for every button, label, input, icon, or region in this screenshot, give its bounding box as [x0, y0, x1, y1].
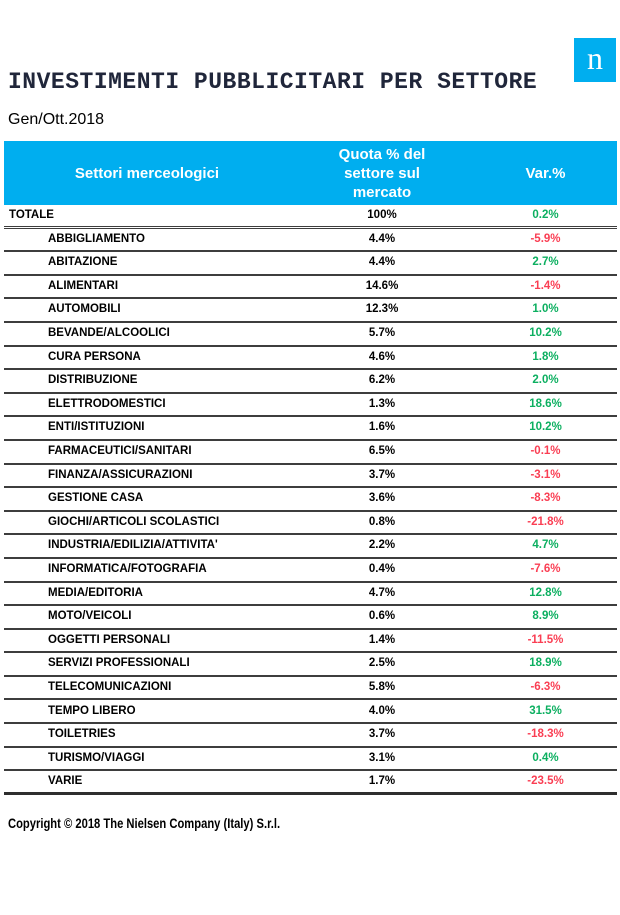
- var-value: 10.2%: [529, 421, 562, 434]
- quota-value: 0.8%: [368, 515, 396, 528]
- table-row: [4, 512, 617, 536]
- var-value: 12.8%: [529, 586, 562, 599]
- sector-label: MOTO/VEICOLI: [48, 610, 132, 623]
- sector-label: CURA PERSONA: [48, 350, 141, 363]
- quota-value: 4.7%: [368, 586, 396, 599]
- copyright-text: Copyright © 2018 The Nielsen Company (Italy) S.r.l.: [8, 815, 281, 831]
- quota-value: 3.7%: [368, 468, 396, 481]
- table-row: [4, 417, 617, 441]
- quota-value: 2.5%: [368, 657, 396, 670]
- table-row: [4, 606, 617, 630]
- var-value: -18.3%: [527, 728, 564, 741]
- quota-value: 100%: [367, 208, 397, 221]
- table-row: [4, 370, 617, 394]
- quota-value: 4.0%: [368, 704, 396, 717]
- table-row: [4, 299, 617, 323]
- sector-label: SERVIZI PROFESSIONALI: [48, 657, 190, 670]
- nielsen-logo-letter: n: [587, 40, 603, 76]
- sector-label: TELECOMUNICAZIONI: [48, 680, 172, 693]
- table-row: [4, 630, 617, 654]
- quota-value: 3.1%: [368, 751, 396, 764]
- var-value: -21.8%: [527, 515, 564, 528]
- table-row: [4, 347, 617, 371]
- var-value: -6.3%: [530, 680, 561, 693]
- sector-label: MEDIA/EDITORIA: [48, 586, 143, 599]
- sector-label: AUTOMOBILI: [48, 303, 121, 316]
- quota-value: 0.6%: [368, 610, 396, 623]
- var-value: 1.8%: [532, 350, 559, 363]
- var-value: 31.5%: [529, 704, 562, 717]
- quota-value: 3.6%: [368, 492, 396, 505]
- sector-label: OGGETTI PERSONALI: [48, 633, 171, 646]
- var-value: -5.9%: [530, 232, 561, 245]
- var-value: 18.6%: [529, 397, 562, 410]
- table-row: [4, 229, 617, 253]
- table-body: [4, 205, 617, 795]
- table-row: [4, 724, 617, 748]
- var-value: 0.4%: [532, 751, 559, 764]
- sector-label: ALIMENTARI: [48, 279, 119, 292]
- sector-label: TEMPO LIBERO: [48, 704, 136, 717]
- var-value: -8.3%: [530, 492, 561, 505]
- header-settori: Settori merceologici: [74, 164, 220, 182]
- quota-value: 1.6%: [368, 421, 396, 434]
- period-label: Gen/Ott.2018: [8, 111, 105, 128]
- header-var: Var.%: [525, 164, 566, 182]
- var-value: -1.4%: [530, 279, 561, 292]
- quota-value: 1.4%: [368, 633, 396, 646]
- var-value: 2.0%: [532, 374, 559, 387]
- table-row: [4, 653, 617, 677]
- table-row: [4, 748, 617, 772]
- var-value: 10.2%: [529, 327, 562, 340]
- var-value: 2.7%: [532, 256, 559, 269]
- sector-label: GESTIONE CASA: [48, 492, 144, 505]
- var-value: 1.0%: [532, 303, 559, 316]
- sector-label: TURISMO/VIAGGI: [48, 751, 145, 764]
- sector-label: ENTI/ISTITUZIONI: [48, 421, 145, 434]
- table-row: [4, 488, 617, 512]
- table-row-total: [4, 205, 617, 229]
- table-row: [4, 276, 617, 300]
- sector-label: FINANZA/ASSICURAZIONI: [48, 468, 193, 481]
- var-value: -11.5%: [527, 633, 564, 646]
- sector-label: GIOCHI/ARTICOLI SCOLASTICI: [48, 515, 220, 528]
- sector-label: BEVANDE/ALCOOLICI: [48, 327, 170, 340]
- quota-value: 4.4%: [368, 256, 396, 269]
- sector-label: INFORMATICA/FOTOGRAFIA: [48, 562, 207, 575]
- quota-value: 4.6%: [368, 350, 396, 363]
- var-value: 0.2%: [532, 208, 559, 221]
- sector-label: DISTRIBUZIONE: [48, 374, 138, 387]
- quota-value: 12.3%: [365, 303, 399, 316]
- table-row: [4, 677, 617, 701]
- var-value: -0.1%: [530, 444, 561, 457]
- table-row: [4, 583, 617, 607]
- table-row: [4, 323, 617, 347]
- table-row: [4, 465, 617, 489]
- sector-label: ABITAZIONE: [48, 256, 118, 269]
- var-value: -23.5%: [527, 774, 564, 787]
- table-row: [4, 700, 617, 724]
- sector-label: INDUSTRIA/EDILIZIA/ATTIVITA': [48, 539, 218, 552]
- quota-value: 14.6%: [365, 279, 399, 292]
- var-value: 4.7%: [532, 539, 559, 552]
- var-value: 18.9%: [529, 657, 562, 670]
- sector-label: TOILETRIES: [48, 728, 116, 741]
- quota-value: 5.7%: [368, 327, 396, 340]
- sector-label: VARIE: [48, 774, 83, 787]
- quota-value: 0.4%: [368, 562, 396, 575]
- sector-label: TOTALE: [9, 208, 54, 221]
- quota-value: 6.2%: [368, 374, 396, 387]
- sector-label: ELETTRODOMESTICI: [48, 397, 166, 410]
- table-row: [4, 559, 617, 583]
- sector-label: FARMACEUTICI/SANITARI: [48, 444, 192, 457]
- quota-value: 1.3%: [368, 397, 396, 410]
- quota-value: 4.4%: [368, 232, 396, 245]
- quota-value: 3.7%: [368, 728, 396, 741]
- page-title: INVESTIMENTI PUBBLICITARI PER SETTORE: [8, 69, 538, 95]
- var-value: 8.9%: [532, 610, 559, 623]
- table-header: [4, 141, 617, 205]
- table-row: [4, 771, 617, 795]
- table-row: [4, 441, 617, 465]
- quota-value: 6.5%: [368, 444, 396, 457]
- table-row: [4, 535, 617, 559]
- sector-table: [4, 141, 617, 795]
- table-row: [4, 394, 617, 418]
- header-quota: Quota % del settore sul mercato: [338, 145, 426, 201]
- quota-value: 2.2%: [368, 539, 396, 552]
- nielsen-logo: [574, 38, 616, 82]
- var-value: -7.6%: [530, 562, 561, 575]
- quota-value: 5.8%: [368, 680, 396, 693]
- var-value: -3.1%: [530, 468, 561, 481]
- sector-label: ABBIGLIAMENTO: [48, 232, 145, 245]
- table-row: [4, 252, 617, 276]
- quota-value: 1.7%: [368, 774, 396, 787]
